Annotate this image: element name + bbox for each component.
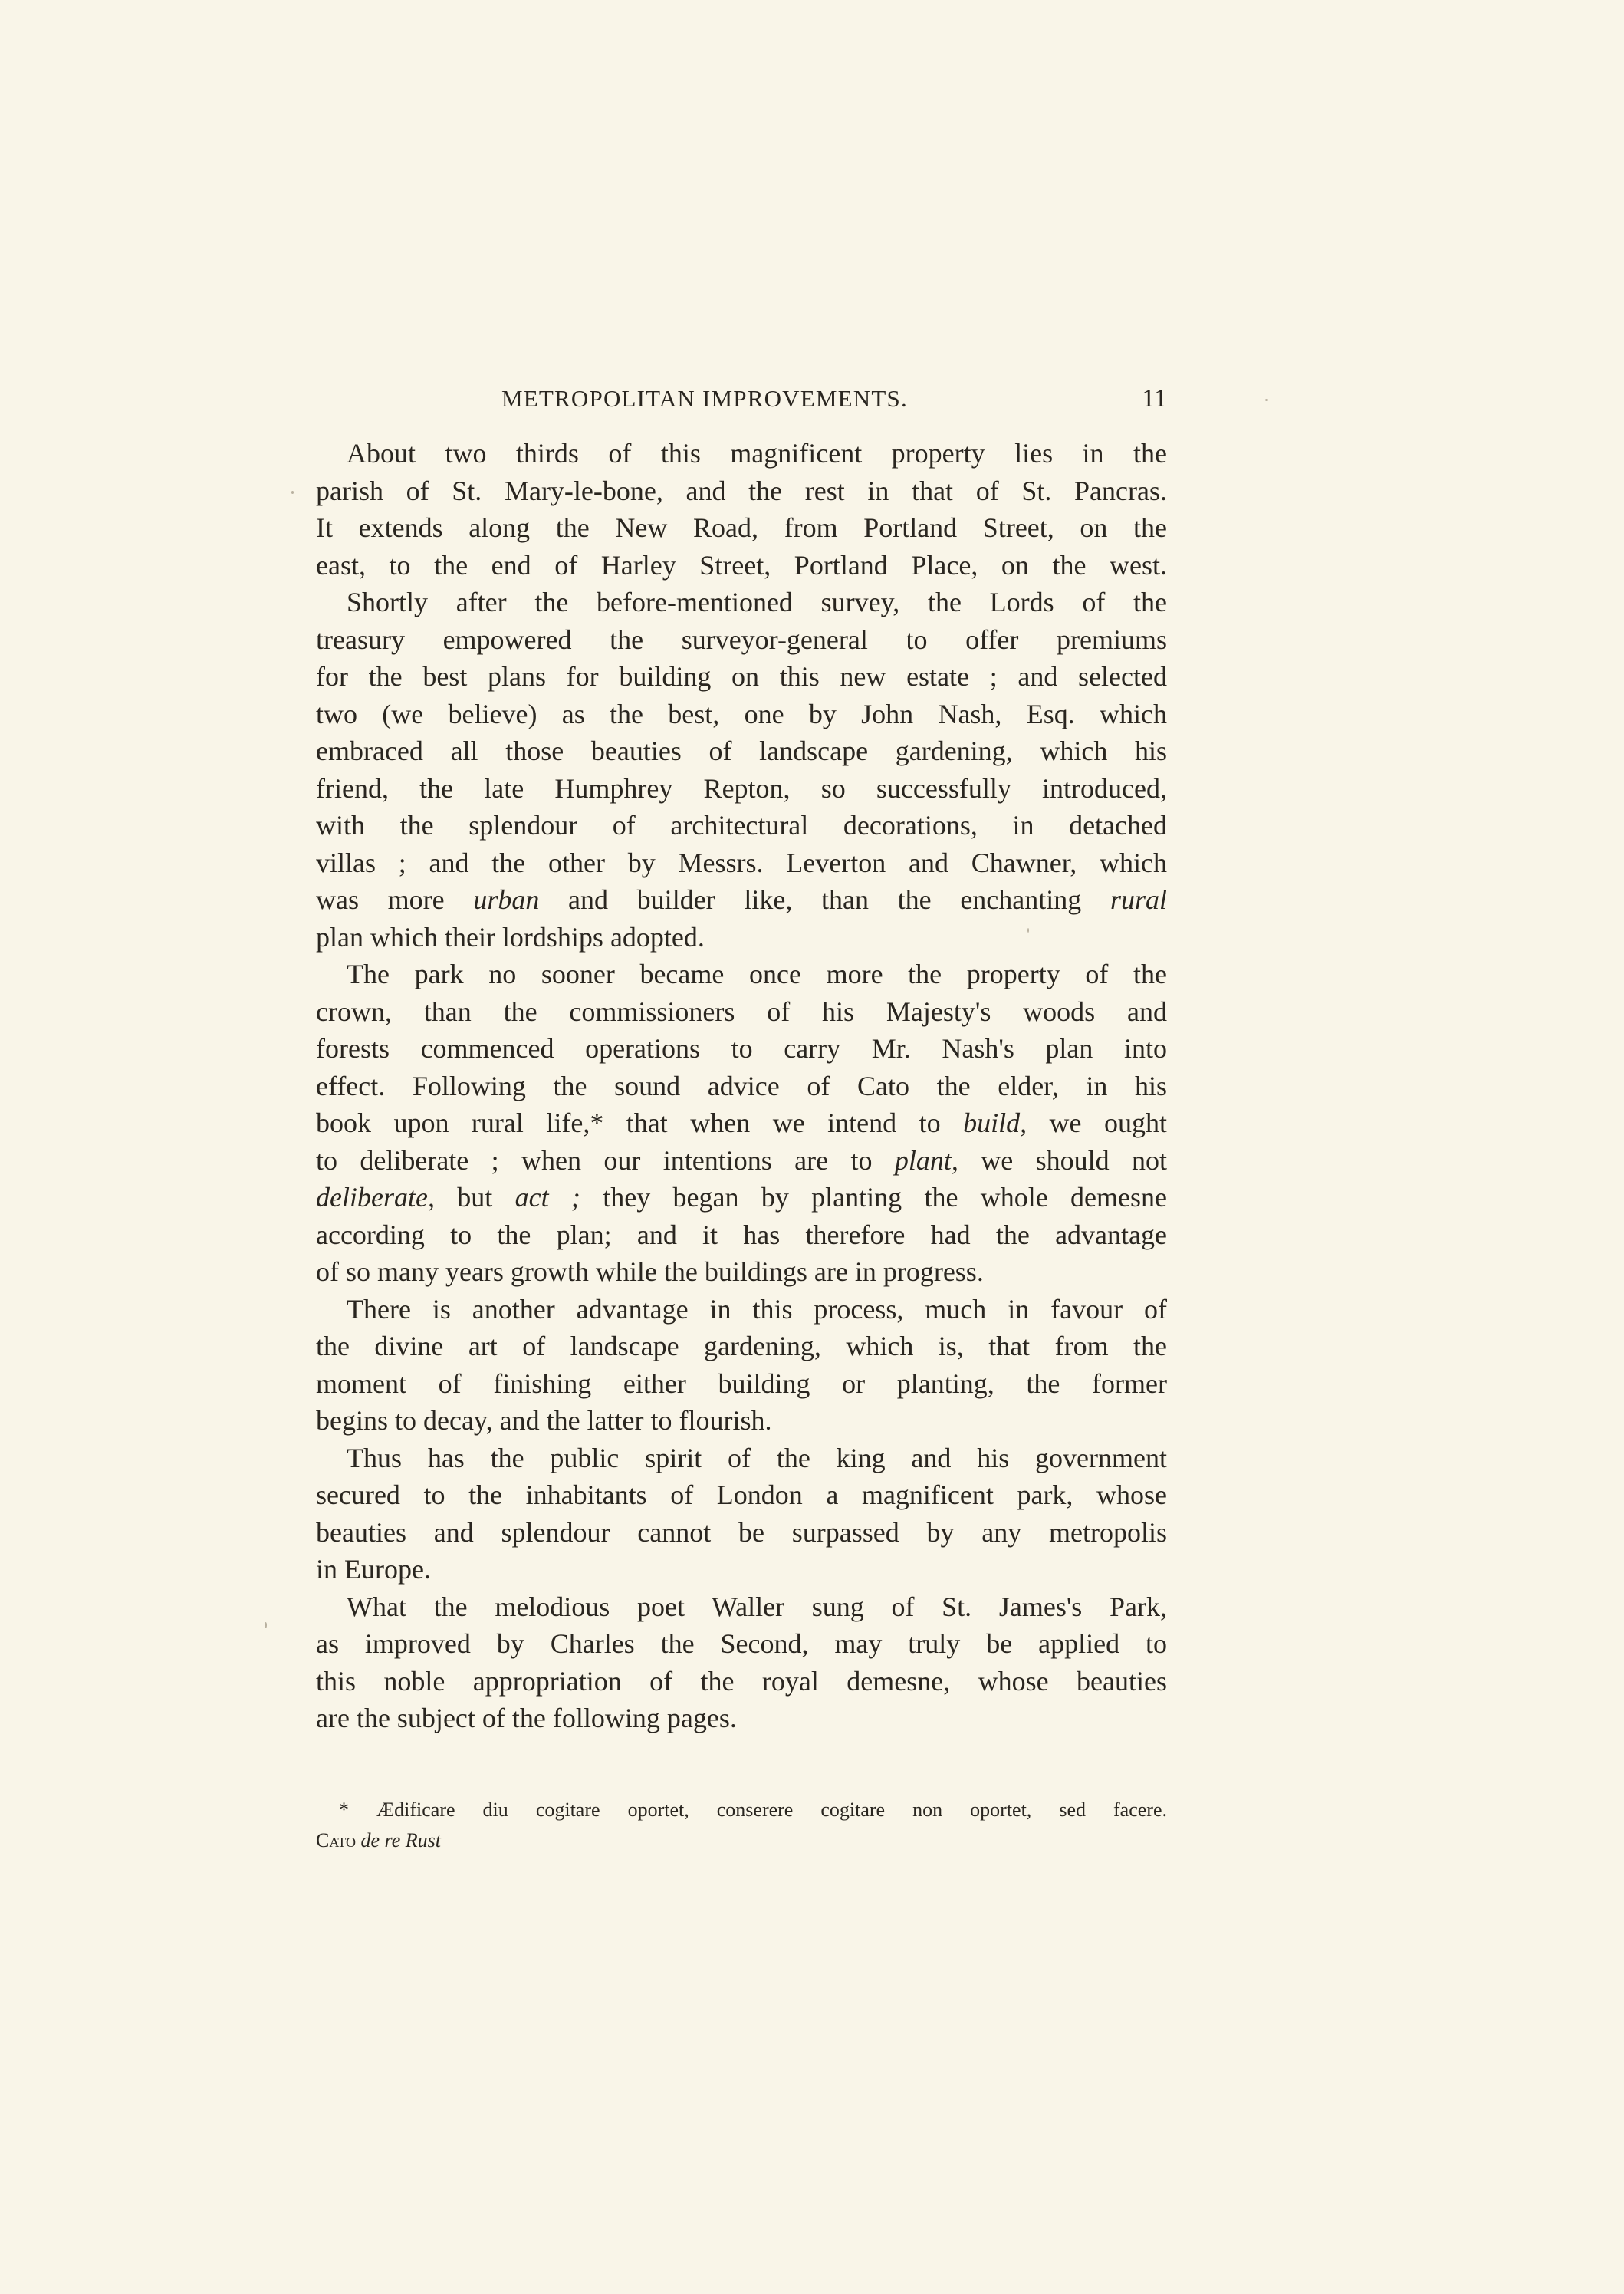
text-run: and builder like, than the enchanting [539, 884, 1110, 915]
footnote-author: Cato [316, 1829, 357, 1851]
text-line: forests commenced operations to carry Mr. Nash's plan into [316, 1033, 1167, 1064]
text-line [316, 1142, 1167, 1180]
text-line: Shortly after the before-mentioned survey, the Lords of the [347, 587, 1167, 617]
italic-word: build, [963, 1108, 1027, 1138]
text-run: to deliberate ; when our intentions are to [316, 1144, 895, 1176]
text-run: we should not [958, 1144, 1167, 1176]
text-line: parish of St. Mary-le-bone, and the rest in that of St. Pancras. [316, 475, 1167, 506]
text-line: friend, the late Humphrey Repton, so successfully introduced, [316, 772, 1167, 804]
text-line: for the best plans for building on this new estate ; and selected [316, 661, 1167, 692]
italic-word: plant, [894, 1144, 958, 1176]
text-line: treasury empowered the surveyor-general to offer premiums [316, 624, 1167, 655]
text-line: It extends along the New Road, from Portland Street, on the [316, 512, 1167, 543]
running-head [316, 380, 1167, 417]
text-run: they began by planting the whole demesne [580, 1182, 1167, 1213]
italic-word: deliberate, [316, 1182, 435, 1213]
text-line: in Europe. [316, 1554, 431, 1585]
body-text [316, 435, 1167, 1737]
text-line: beauties and splendour cannot be surpassed by any metropolis [316, 1516, 1167, 1548]
footnote-work: de re Rust [356, 1829, 441, 1851]
text-line: crown, than the commissioners of his Majesty's woods and [316, 996, 1167, 1027]
text-line: begins to decay, and the latter to flourish. [316, 1405, 772, 1436]
text-line [316, 1179, 1167, 1216]
text-line: What the melodious poet Waller sung of St. James's Park, [347, 1591, 1167, 1622]
footnote-citation [316, 1825, 1167, 1856]
text-line: east, to the end of Harley Street, Portland Place, on the west. [316, 549, 1167, 581]
page-number: 11 [1142, 384, 1167, 413]
text-line: the divine art of landscape gardening, which is, that from the [316, 1331, 1167, 1361]
text-line: are the subject of the following pages. [316, 1703, 737, 1733]
text-line: villas ; and the other by Messrs. Leverton and Chawner, which [316, 847, 1167, 878]
italic-word: rural [1110, 884, 1167, 915]
text-run: but [434, 1182, 515, 1213]
text-line [316, 1104, 1167, 1142]
text-line: Thus has the public spirit of the king and his government [347, 1442, 1167, 1473]
paper-speck [1265, 399, 1268, 401]
footnote-quote: * Ædificare diu cogitare oportet, conserere cogitare non oportet, sed facere. [339, 1799, 1167, 1821]
text-line: effect. Following the sound advice of Cato the elder, in his [316, 1070, 1167, 1101]
text-line: with the splendour of architectural decorations, in detached [316, 810, 1167, 841]
text-line: About two thirds of this magnificent property lies in the [347, 438, 1167, 469]
text-line: as improved by Charles the Second, may truly be applied to [316, 1628, 1167, 1659]
text-line: moment of finishing either building or planting, the former [316, 1368, 1167, 1399]
text-line: of so many years growth while the buildings are in progress. [316, 1256, 984, 1287]
paper-speck [265, 1622, 267, 1628]
text-run: was more [316, 884, 474, 915]
italic-word: urban [473, 884, 540, 915]
text-line [316, 881, 1167, 919]
text-line: secured to the inhabitants of London a magnificent park, whose [316, 1479, 1167, 1510]
text-line: plan which their lordships adopted. [316, 921, 705, 953]
text-line: according to the plan; and it has therefore had the advantage [316, 1219, 1167, 1250]
text-run: book upon rural life,* that when we intend to [316, 1108, 964, 1138]
paper-speck [1027, 928, 1029, 933]
running-title: METROPOLITAN IMPROVEMENTS. [501, 385, 908, 412]
text-run: we ought [1027, 1108, 1167, 1138]
text-line: embraced all those beauties of landscape gardening, which his [316, 736, 1167, 766]
text-line: this noble appropriation of the royal demesne, whose beauties [316, 1665, 1167, 1697]
text-line: two (we believe) as the best, one by John Nash, Esq. which [316, 698, 1167, 729]
paper-speck [291, 491, 294, 494]
italic-word: act ; [514, 1182, 580, 1213]
text-line: The park no sooner became once more the property of the [347, 959, 1167, 989]
text-line: There is another advantage in this process, much in favour of [347, 1293, 1167, 1325]
footnote [316, 1795, 1167, 1856]
